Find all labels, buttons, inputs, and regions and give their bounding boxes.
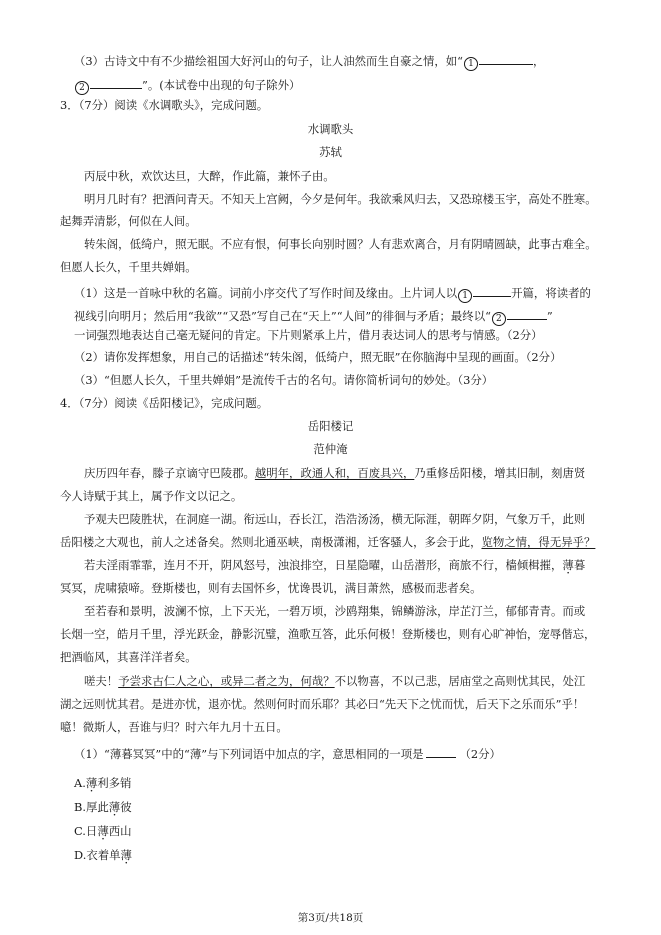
essay-line: 今人诗赋于其上，属予作文以记之。: [60, 489, 243, 503]
underlined-sentence: 览物之情，得无异乎？: [481, 535, 596, 549]
option-a[interactable]: A.薄利多销: [74, 776, 132, 790]
essay-line: 冥冥，虎啸猿啼。登斯楼也，则有去国怀乡，忧谗畏讥，满目萧然，感极而悲者矣。: [60, 581, 482, 595]
essay-author: 范仲淹: [313, 442, 348, 456]
answer-blank[interactable]: [479, 53, 533, 65]
q2-part3-line2: 2 ”。(本试卷中出现的句子除外）: [74, 77, 300, 95]
underlined-sentence: 予尝求古仁人之心，或异二者之为，何哉？: [118, 674, 335, 688]
dotted-character: 薄: [108, 800, 121, 814]
q3-sub3: （3）“但愿人长久，千里共婵娟”是流传千古的名句。请你简析词句的妙处。（3分）: [74, 373, 494, 387]
essay-line: 岳阳楼之大观也，前人之述备矣。然则北通巫峡，南极潇湘，迁客骚人，多会于此，览物之情，得无异乎？: [60, 535, 596, 549]
q4-sub1: （1）“薄暮冥冥”中的“薄”与下列词语中加点的字，意思相同的一项是 （2分）: [74, 747, 501, 761]
q3-sub1-line3: 一词强烈地表达自己毫无疑问的肯定。下片则紧承上片，借月表达词人的思考与情感。（2分）: [74, 328, 543, 342]
poem-line: 起舞弄清影，何似在人间。: [60, 214, 197, 228]
poem-line: 但愿人长久，千里共婵娟。: [60, 260, 197, 274]
poem-title: 水调歌头: [307, 122, 354, 136]
essay-line: 若夫淫雨霏霏，连月不开，阴风怒号，浊浪排空，日星隐曜，山岳潜形，商旅不行，樯倾楫摧，薄暮: [84, 558, 586, 572]
dotted-character: 薄: [120, 848, 132, 862]
essay-title: 岳阳楼记: [307, 419, 354, 433]
poem-line: 转朱阁，低绮户，照无眠。不应有恨，何事长向别时圆？人有悲欢离合，月有阴晴圆缺，此事古难全。: [84, 237, 597, 251]
poem-line: 明月几时有？把酒问青天。不知天上宫阙，今夕是何年。我欲乘风归去，又恐琼楼玉宇，高处不胜寒。: [84, 192, 597, 206]
answer-blank[interactable]: [473, 285, 511, 297]
q3-sub1-line2: 视线引向明月；然后用“我欲”“又恐”写自己在“天上”“人间”的徘徊与矛盾；最终以“ 2 ”: [74, 309, 553, 324]
essay-line: 噫！微斯人，吾谁与归？时六年九月十五日。: [60, 720, 288, 734]
q2-part3-line1: （3）古诗文中有不少描绘祖国大好河山的句子，让人油然而生自豪之情，如“ 1 ，: [74, 54, 545, 69]
underlined-sentence: 越明年，政通人和，百废具兴，: [254, 466, 415, 480]
essay-line: 湖之远则忧其君。是进亦忧，退亦忧。然则何时而乐耶？其必曰“先天下之忧而忧，后天下之乐而乐”乎！: [60, 697, 585, 711]
option-c[interactable]: C.日薄西山: [74, 824, 132, 838]
blank-number-badge: 1: [458, 289, 472, 303]
dotted-character: 薄: [562, 558, 574, 572]
poem-preface: 丙辰中秋，欢饮达旦，大醉，作此篇，兼怀子由。: [84, 169, 335, 183]
essay-line: 庆历四年春，滕子京谪守巴陵郡。越明年，政通人和，百废具兴，乃重修岳阳楼，增其旧制，刻唐贤: [84, 466, 586, 480]
page-footer: 第3页/共18页: [297, 912, 364, 924]
q3-sub1-line1: （1）这是一首咏中秋的名篇。词前小序交代了写作时间及缘由。上片词人以 1 开篇，将读者的: [74, 286, 591, 301]
answer-blank[interactable]: [426, 746, 456, 758]
dotted-character: 薄: [85, 776, 98, 790]
blank-number-badge: 2: [492, 312, 506, 326]
essay-line: 长烟一空，皓月千里，浮光跃金，静影沉璧，渔歌互答，此乐何极！登斯楼也，则有心旷神怡，宠辱偕忘，: [60, 627, 596, 641]
essay-line: 至若春和景明，波澜不惊，上下天光，一碧万顷，沙鸥翔集，锦鳞游泳，岸芷汀兰，郁郁青青。而或: [84, 604, 586, 618]
answer-blank[interactable]: [507, 308, 547, 320]
essay-line: 予观夫巴陵胜状，在洞庭一湖。衔远山，吞长江，浩浩汤汤，横无际涯，朝晖夕阴，气象万千，此则: [84, 512, 586, 526]
essay-line: 把酒临风，其喜洋洋者矣。: [60, 650, 197, 664]
q3-sub2: （2）请你发挥想象，用自己的话描述“转朱阁，低绮户，照无眠”在你脑海中呈现的画面。（2分）: [74, 350, 562, 364]
essay-line: 嗟夫！予尝求古仁人之心，或异二者之为，何哉？不以物喜，不以己悲，居庙堂之高则忧其民，处江: [84, 674, 586, 688]
q4-header: 4．（7分）阅读《岳阳楼记》，完成问题。: [60, 396, 269, 410]
option-d[interactable]: D.衣着单薄: [74, 848, 132, 862]
poem-author: 苏轼: [319, 145, 342, 159]
dotted-character: 薄: [97, 824, 109, 838]
option-b[interactable]: B.厚此薄彼: [74, 800, 132, 814]
blank-number-badge: 1: [464, 57, 478, 71]
blank-number-badge: 2: [75, 81, 89, 95]
answer-blank[interactable]: [90, 77, 142, 89]
q3-header: 3．（7分）阅读《水调歌头》，完成问题。: [60, 98, 269, 112]
